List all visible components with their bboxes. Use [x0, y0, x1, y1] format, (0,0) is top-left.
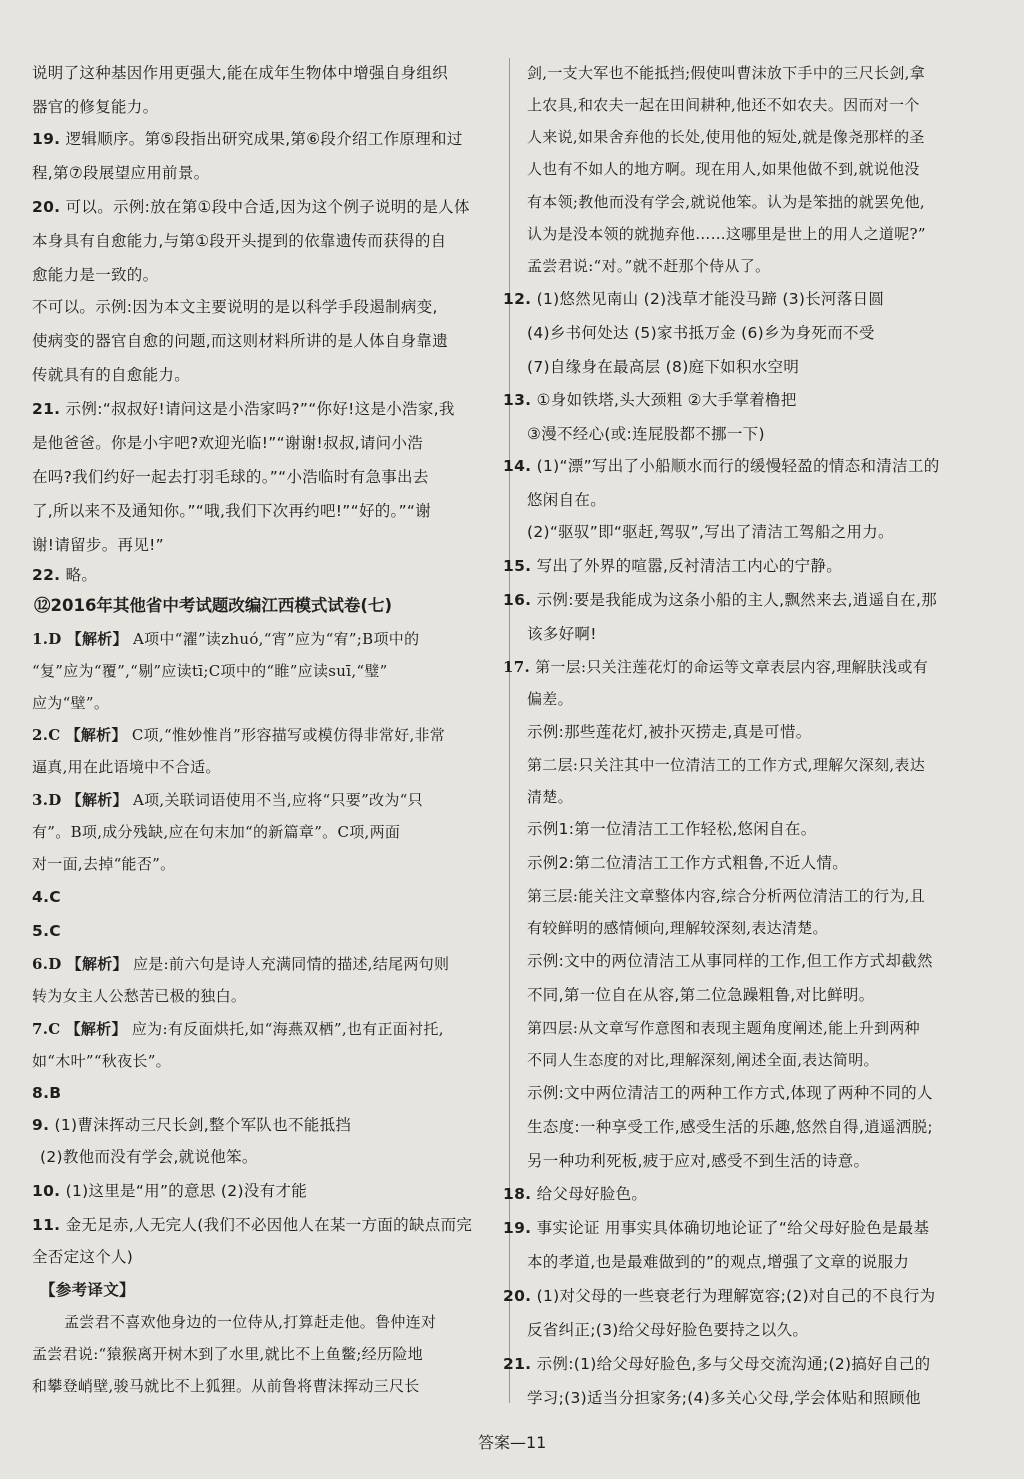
line-text: 第二层:只关注其中一位清洁工的工作方式,理解欠深刻,表达 — [527, 756, 925, 774]
text-line — [503, 589, 937, 611]
line-text: 谢!请留步。再见!” — [32, 536, 164, 554]
question-number: 18. — [503, 1185, 532, 1203]
question-number: 14. — [503, 457, 532, 475]
line-text: ①身如铁塔,头大颈粗 ②大手掌着橹把 — [536, 391, 797, 409]
text-line — [32, 1246, 133, 1268]
question-number: 5.C — [32, 922, 61, 940]
text-line — [527, 489, 606, 511]
question-number: 8.B — [32, 1084, 62, 1102]
line-text: 偏差。 — [527, 690, 573, 708]
line-text: (2)“驱驭”即“驱赶,驾驭”,写出了清洁工驾船之用力。 — [527, 523, 894, 541]
question-number: 16. — [503, 591, 532, 609]
analysis-tag: 【解析】 — [65, 726, 127, 744]
text-line — [32, 534, 164, 556]
text-line — [32, 564, 97, 586]
text-line — [527, 1017, 920, 1039]
text-line — [527, 521, 894, 543]
question-number: 19. — [32, 130, 61, 148]
question-number: 4.C — [32, 888, 61, 906]
line-text: 示例:要是我能成为这条小船的主人,飘然来去,逍遥自在,那 — [536, 591, 937, 609]
line-text: (1)对父母的一些衰老行为理解宽容;(2)对自己的不良行为 — [536, 1287, 936, 1305]
text-line — [527, 1116, 933, 1138]
line-text: (1)曹沫挥动三尺长剑,整个军队也不能抵挡 — [54, 1116, 352, 1134]
line-text: 事实论证 用事实具体确切地论证了“给父母好脸色是最基 — [536, 1219, 930, 1237]
line-text: 该多好啊! — [527, 625, 597, 643]
text-line — [32, 886, 61, 908]
line-text: 程,第⑦段展望应用前景。 — [32, 164, 210, 182]
line-text: 转为女主人公愁苦已极的独白。 — [32, 987, 247, 1005]
text-line — [32, 660, 388, 682]
page-number: 答案—11 — [478, 1433, 547, 1452]
line-text: 示例:文中两位清洁工的两种工作方式,体现了两种不同的人 — [527, 1084, 933, 1102]
text-line — [503, 455, 940, 477]
text-line — [32, 128, 463, 150]
line-text: 反省纠正;(3)给父母好脸色要持之以久。 — [527, 1321, 809, 1339]
line-text: A项,关联词语使用不当,应将“只要”改为“只 — [132, 791, 423, 809]
text-line — [503, 1183, 647, 1205]
question-number: 20. — [32, 198, 61, 216]
text-line — [527, 62, 925, 84]
text-line — [527, 721, 812, 743]
question-number: 22. — [32, 566, 61, 584]
line-text: (2)教他而没有学会,就说他笨。 — [40, 1148, 258, 1166]
line-text: 第一层:只关注莲花灯的命运等文章表层内容,理解肤浅或有 — [535, 658, 929, 676]
line-text: 是他爸爸。你是小宇吧?欢迎光临!”“谢谢!叔叔,请问小浩 — [32, 434, 424, 452]
line-text: 写出了外界的喧嚣,反衬清洁工内心的宁静。 — [536, 557, 843, 575]
text-line — [32, 789, 423, 811]
text-line — [32, 1018, 444, 1040]
analysis-tag: 【解析】 — [66, 630, 128, 648]
text-line — [527, 158, 920, 180]
question-number: 12. — [503, 290, 532, 308]
line-text: 逼真,用在此语境中不合适。 — [32, 758, 221, 776]
text-line — [527, 423, 765, 445]
text-line — [32, 1214, 472, 1236]
text-line — [527, 950, 933, 972]
analysis-tag: 【解析】 — [66, 955, 128, 973]
text-line — [32, 1114, 351, 1136]
section-title: ⑫2016年其他省中考试题改编江西模式试卷(七) — [34, 596, 393, 615]
text-line — [503, 1353, 930, 1375]
line-text: (7)自缘身在最高层 (8)庭下如积水空明 — [527, 358, 800, 376]
line-text: 应是:前六句是诗人充满同情的描述,结尾两句则 — [132, 955, 450, 973]
text-line — [32, 296, 438, 318]
text-line — [32, 364, 190, 386]
question-number: 3.D — [32, 791, 62, 809]
question-number: 21. — [503, 1355, 532, 1373]
line-text: “复”应为“覆”,“剔”应读tī;C项中的“睢”应读suī,“璧” — [32, 662, 388, 680]
text-line — [32, 821, 400, 843]
text-line — [32, 1375, 420, 1397]
line-text: 示例1:第一位清洁工工作轻松,悠闲自在。 — [527, 820, 817, 838]
question-number: 21. — [32, 400, 61, 418]
line-text: 本的孝道,也是最难做到的”的观点,增强了文章的说服力 — [527, 1253, 910, 1271]
text-line — [527, 322, 875, 344]
text-line — [503, 288, 884, 310]
text-line — [32, 1343, 423, 1365]
text-line — [32, 96, 158, 118]
text-line — [32, 756, 221, 778]
line-text: 第四层:从文章写作意图和表现主题角度阐述,能上升到两种 — [527, 1019, 920, 1037]
text-line — [527, 223, 926, 245]
text-line — [64, 1311, 436, 1333]
question-number: 9. — [32, 1116, 50, 1134]
text-line — [527, 94, 920, 116]
text-line — [527, 126, 925, 148]
line-text: 了,所以来不及通知你。”“哦,我们下次再约吧!”“好的。”“谢 — [32, 502, 432, 520]
text-line — [503, 389, 797, 411]
line-text: C项,“惟妙惟肖”形容描写或模仿得非常好,非常 — [131, 726, 446, 744]
question-number: 20. — [503, 1287, 532, 1305]
line-text: 使病变的器官自愈的问题,而这则材料所讲的是人体自身靠遗 — [32, 332, 449, 350]
line-text: 说明了这种基因作用更强大,能在成年生物体中增强自身组织 — [32, 64, 449, 82]
line-text: (1)“漂”写出了小船顺水而行的缓慢轻盈的情态和清洁工的 — [536, 457, 940, 475]
question-number: 11. — [32, 1216, 61, 1234]
text-line — [40, 1146, 258, 1168]
text-line — [527, 917, 828, 939]
line-text: 上农具,和农夫一起在田间耕种,他还不如农夫。因而对一个 — [527, 96, 920, 114]
line-text: 人来说,如果舍弃他的长处,使用他的短处,就是像尧那样的圣 — [527, 128, 925, 146]
text-line — [32, 432, 423, 454]
line-text: 略。 — [65, 566, 98, 584]
text-line — [32, 953, 449, 975]
line-text: 人也有不如人的地方啊。现在用人,如果他做不到,就说他没 — [527, 160, 920, 178]
question-number: 15. — [503, 557, 532, 575]
question-number: 6.D — [32, 955, 62, 973]
text-line — [503, 1217, 929, 1239]
line-text: 悠闲自在。 — [527, 491, 607, 509]
text-line — [32, 230, 446, 252]
line-text: 给父母好脸色。 — [536, 1185, 648, 1203]
line-text: (4)乡书何处达 (5)家书抵万金 (6)乡为身死而不受 — [527, 324, 875, 342]
line-text: 逻辑顺序。第⑤段指出研究成果,第⑥段介绍工作原理和过 — [65, 130, 463, 148]
line-text: 示例2:第二位清洁工工作方式粗鲁,不近人情。 — [527, 854, 849, 872]
line-text: (1)悠然见南山 (2)浅草才能没马蹄 (3)长河落日圆 — [536, 290, 885, 308]
text-line — [527, 1150, 869, 1172]
question-number: 17. — [503, 658, 530, 676]
line-text: 另一种功利死板,疲于应对,感受不到生活的诗意。 — [527, 1152, 870, 1170]
line-text: 有”。B项,成分残缺,应在句末加“的新篇章”。C项,两面 — [32, 823, 401, 841]
question-number: 19. — [503, 1219, 532, 1237]
text-line — [32, 62, 448, 84]
text-line — [32, 1050, 171, 1072]
line-text: 示例:文中的两位清洁工从事同样的工作,但工作方式却截然 — [527, 952, 933, 970]
line-text: 和攀登峭壁,骏马就比不上狐狸。从前鲁将曹沫挥动三尺长 — [32, 1377, 420, 1395]
line-text: 示例:那些莲花灯,被扑灭捞走,真是可惜。 — [527, 723, 812, 741]
line-text: ③漫不经心(或:连屁股都不挪一下) — [527, 425, 765, 443]
text-line — [527, 255, 770, 277]
text-line — [527, 885, 925, 907]
line-text: 示例:(1)给父母好脸色,多与父母交流沟通;(2)搞好自己的 — [536, 1355, 931, 1373]
line-text: 器官的修复能力。 — [32, 98, 159, 116]
line-text: 可以。示例:放在第①段中合适,因为这个例子说明的是人体 — [65, 198, 470, 216]
line-text: 有较鲜明的感情倾向,理解较深刻,表达清楚。 — [527, 919, 828, 937]
analysis-tag: 【解析】 — [65, 1020, 127, 1038]
text-line — [527, 1082, 933, 1104]
line-text: (1)这里是“用”的意思 (2)没有才能 — [65, 1182, 307, 1200]
line-text: 不同人生态度的对比,理解深刻,阐述全面,表达简明。 — [527, 1051, 879, 1069]
text-line — [527, 688, 573, 710]
question-number: 7.C — [32, 1020, 61, 1038]
text-line — [527, 786, 573, 808]
text-line — [32, 466, 429, 488]
line-text: 全否定这个人) — [32, 1248, 134, 1266]
text-line — [40, 1279, 135, 1301]
line-text: 清楚。 — [527, 788, 573, 806]
line-text: 本身具有自愈能力,与第①段开头提到的依靠遗传而获得的自 — [32, 232, 447, 250]
text-line — [527, 984, 874, 1006]
text-line — [527, 623, 597, 645]
line-text: 认为是没本领的就抛弃他……这哪里是世上的用人之道呢?” — [527, 225, 926, 243]
line-text: 金无足赤,人无完人(我们不必因他人在某一方面的缺点而完 — [65, 1216, 473, 1234]
question-number: 13. — [503, 391, 532, 409]
text-line — [32, 196, 470, 218]
text-line — [32, 1082, 61, 1104]
text-line — [527, 356, 799, 378]
question-number: 2.C — [32, 726, 61, 744]
text-line — [503, 1285, 935, 1307]
text-line — [32, 264, 158, 286]
text-line — [32, 500, 431, 522]
line-text: 学习;(3)适当分担家务;(4)多关心父母,学会体贴和照顾他 — [527, 1389, 921, 1407]
line-text: 如“木叶”“秋夜长”。 — [32, 1052, 171, 1070]
text-line — [527, 818, 817, 840]
analysis-tag: 【解析】 — [66, 791, 128, 809]
text-line — [32, 330, 448, 352]
text-line — [32, 628, 419, 650]
line-text: 孟尝君说:“猿猴离开树木到了水里,就比不上鱼鳖;经历险地 — [32, 1345, 423, 1363]
line-text: 应为:有反面烘托,如“海燕双栖”,也有正面衬托, — [131, 1020, 444, 1038]
line-text: 有本领;教他而没有学会,就说他笨。认为是笨拙的就罢免他, — [527, 193, 925, 211]
text-line — [503, 555, 842, 577]
text-line — [527, 852, 848, 874]
line-text: 生态度:一种享受工作,感受生活的乐趣,悠然自得,逍遥洒脱; — [527, 1118, 933, 1136]
line-text: 应为“壁”。 — [32, 694, 110, 712]
line-text: 第三层:能关注文章整体内容,综合分析两位清洁工的行为,且 — [527, 887, 925, 905]
text-line — [32, 985, 246, 1007]
text-line — [32, 920, 61, 942]
line-text: 示例:“叔叔好!请问这是小浩家吗?”“你好!这是小浩家,我 — [65, 400, 455, 418]
line-text: 孟尝君说:“对。”就不赶那个侍从了。 — [527, 257, 771, 275]
line-text: 传就具有的自愈能力。 — [32, 366, 191, 384]
text-line — [32, 398, 455, 420]
analysis-tag: 【参考译文】 — [40, 1281, 135, 1299]
text-line — [527, 191, 925, 213]
line-text: 剑,一支大军也不能抵挡;假使叫曹沫放下手中的三尺长剑,拿 — [527, 64, 925, 82]
line-text: 在吗?我们约好一起去打羽毛球的。”“小浩临时有急事出去 — [32, 468, 429, 486]
text-line — [32, 692, 109, 714]
text-line — [32, 162, 209, 184]
text-line — [527, 1049, 879, 1071]
question-number: 10. — [32, 1182, 61, 1200]
line-text: 对一面,去掉“能否”。 — [32, 855, 176, 873]
question-number: 1.D — [32, 630, 62, 648]
text-line — [32, 1180, 307, 1202]
line-text: 不可以。示例:因为本文主要说明的是以科学手段遏制病变, — [32, 298, 438, 316]
line-text: 愈能力是一致的。 — [32, 266, 159, 284]
text-line — [527, 754, 925, 776]
text-line — [32, 724, 445, 746]
text-line — [32, 853, 175, 875]
text-line — [527, 1387, 921, 1409]
line-text: 孟尝君不喜欢他身边的一位侍从,打算赶走他。鲁仲连对 — [64, 1313, 437, 1331]
text-line — [527, 1251, 909, 1273]
line-text: A项中“濯”读zhuó,“宵”应为“宥”;B项中的 — [132, 630, 420, 648]
line-text: 不同,第一位自在从容,第二位急躁粗鲁,对比鲜明。 — [527, 986, 875, 1004]
text-line — [503, 656, 928, 678]
text-line — [527, 1319, 808, 1341]
